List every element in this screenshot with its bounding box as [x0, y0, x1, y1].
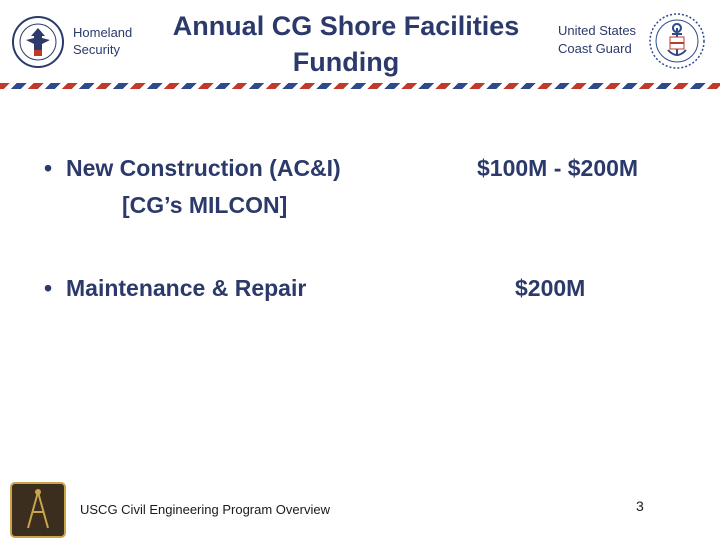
page-title	[150, 8, 542, 80]
dhs-line1: Homeland	[73, 25, 133, 40]
dhs-line2: Security	[73, 42, 120, 57]
airmail-stripe-divider	[0, 83, 720, 89]
bullet-marker: •	[44, 155, 53, 181]
dhs-wordmark	[73, 24, 132, 58]
uscg-wordmark	[558, 22, 636, 58]
title-line2: Funding	[292, 47, 400, 77]
bullet-item-new-construction	[44, 150, 341, 186]
dhs-seal-icon	[12, 16, 64, 68]
page-number: 3	[636, 498, 644, 514]
bullet-label: New Construction (AC&I)	[66, 155, 341, 181]
bullet-label: Maintenance & Repair	[66, 275, 307, 301]
uscg-ce-logo-icon	[10, 482, 66, 538]
bullet-value-new-construction: $100M - $200M	[477, 155, 639, 181]
uscg-seal-icon	[648, 12, 706, 70]
uscg-line2: Coast Guard	[558, 41, 632, 56]
uscg-line1: United States	[558, 23, 637, 38]
bullet-marker: •	[44, 275, 53, 301]
bullet-item-maintenance	[44, 270, 306, 306]
footer-caption: USCG Civil Engineering Program Overview	[80, 502, 330, 517]
title-line1: Annual CG Shore Facilities	[172, 11, 520, 41]
bullet-label-continuation: [CG’s MILCON]	[122, 192, 288, 218]
bullet-value-maintenance: $200M	[515, 275, 586, 301]
